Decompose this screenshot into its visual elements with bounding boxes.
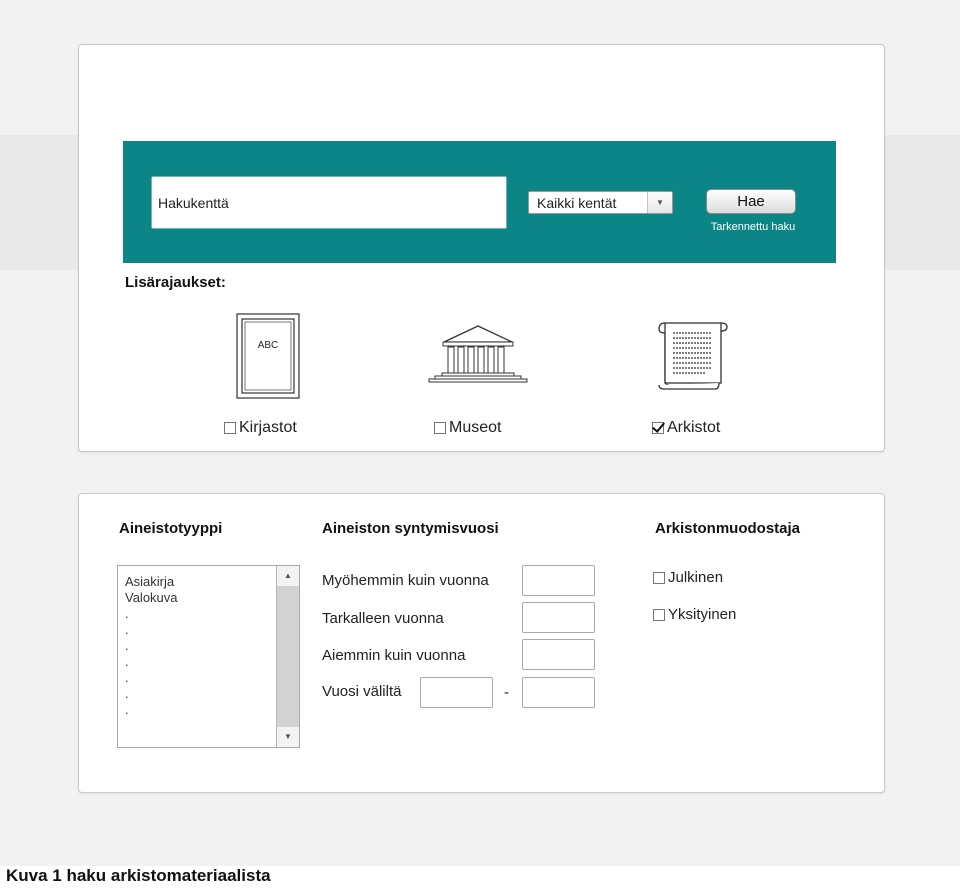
list-item[interactable]: . (125, 670, 129, 685)
list-item[interactable]: . (125, 622, 129, 637)
scroll-down-icon[interactable]: ▼ (277, 727, 299, 747)
year-exact-input[interactable] (522, 602, 595, 633)
search-button[interactable]: Hae (706, 189, 796, 214)
scroll-up-icon[interactable]: ▲ (277, 566, 299, 586)
checkbox-museot[interactable] (434, 418, 501, 438)
listbox-scrollbar[interactable] (276, 566, 299, 747)
checkbox-arkistot-label: Arkistot (667, 419, 721, 436)
list-item[interactable]: . (125, 654, 129, 669)
year-after-label: Myöhemmin kuin vuonna (322, 572, 489, 589)
year-range-end-input[interactable] (522, 677, 595, 708)
range-separator: - (504, 684, 509, 701)
filters-card (78, 493, 885, 793)
listbox-items (125, 574, 178, 718)
material-type-listbox[interactable] (117, 565, 300, 748)
museum-icon[interactable] (428, 324, 528, 384)
year-before-label: Aiemmin kuin vuonna (322, 647, 466, 664)
search-card (78, 44, 885, 452)
year-range-label: Vuosi väliltä (322, 683, 402, 700)
field-select[interactable] (528, 191, 673, 214)
field-select-value: Kaikki kentät (537, 195, 617, 211)
checkmark-icon[interactable] (652, 422, 664, 434)
checkbox-icon[interactable] (653, 572, 665, 584)
year-title: Aineiston syntymisvuosi (322, 520, 499, 537)
search-bar (123, 141, 836, 263)
checkbox-yksityinen[interactable] (653, 605, 736, 625)
scroll-icon[interactable] (655, 319, 729, 391)
checkbox-kirjastot-label: Kirjastot (239, 419, 297, 436)
book-icon-text: ABC (257, 340, 279, 351)
year-range-start-input[interactable] (420, 677, 493, 708)
list-item[interactable]: . (125, 702, 129, 717)
checkbox-yksityinen-label: Yksityinen (668, 606, 737, 623)
year-exact-label: Tarkalleen vuonna (322, 610, 444, 627)
list-item[interactable]: . (125, 686, 129, 701)
checkbox-arkistot[interactable] (652, 418, 720, 438)
chevron-down-icon[interactable]: ▼ (647, 192, 672, 213)
checkbox-icon[interactable] (434, 422, 446, 434)
year-before-input[interactable] (522, 639, 595, 670)
creator-title: Arkistonmuodostaja (655, 520, 801, 537)
list-item[interactable]: . (125, 606, 129, 621)
list-item[interactable]: Valokuva (125, 590, 178, 605)
list-item[interactable]: Asiakirja (125, 574, 175, 589)
figure-caption: Kuva 1 haku arkistomateriaalista (6, 866, 271, 885)
checkbox-icon[interactable] (224, 422, 236, 434)
checkbox-julkinen[interactable] (653, 568, 723, 588)
search-input[interactable]: Hakukenttä (151, 176, 507, 229)
checkbox-museot-label: Museot (449, 419, 502, 436)
checkbox-kirjastot[interactable] (224, 418, 297, 438)
refine-title: Lisärajaukset: (125, 274, 226, 291)
material-type-title: Aineistotyyppi (119, 520, 223, 537)
book-icon[interactable] (236, 313, 300, 399)
advanced-search-link[interactable]: Tarkennettu haku (710, 221, 796, 233)
checkbox-julkinen-label: Julkinen (668, 569, 724, 586)
checkbox-icon[interactable] (653, 609, 665, 621)
year-after-input[interactable] (522, 565, 595, 596)
list-item[interactable]: . (125, 638, 129, 653)
